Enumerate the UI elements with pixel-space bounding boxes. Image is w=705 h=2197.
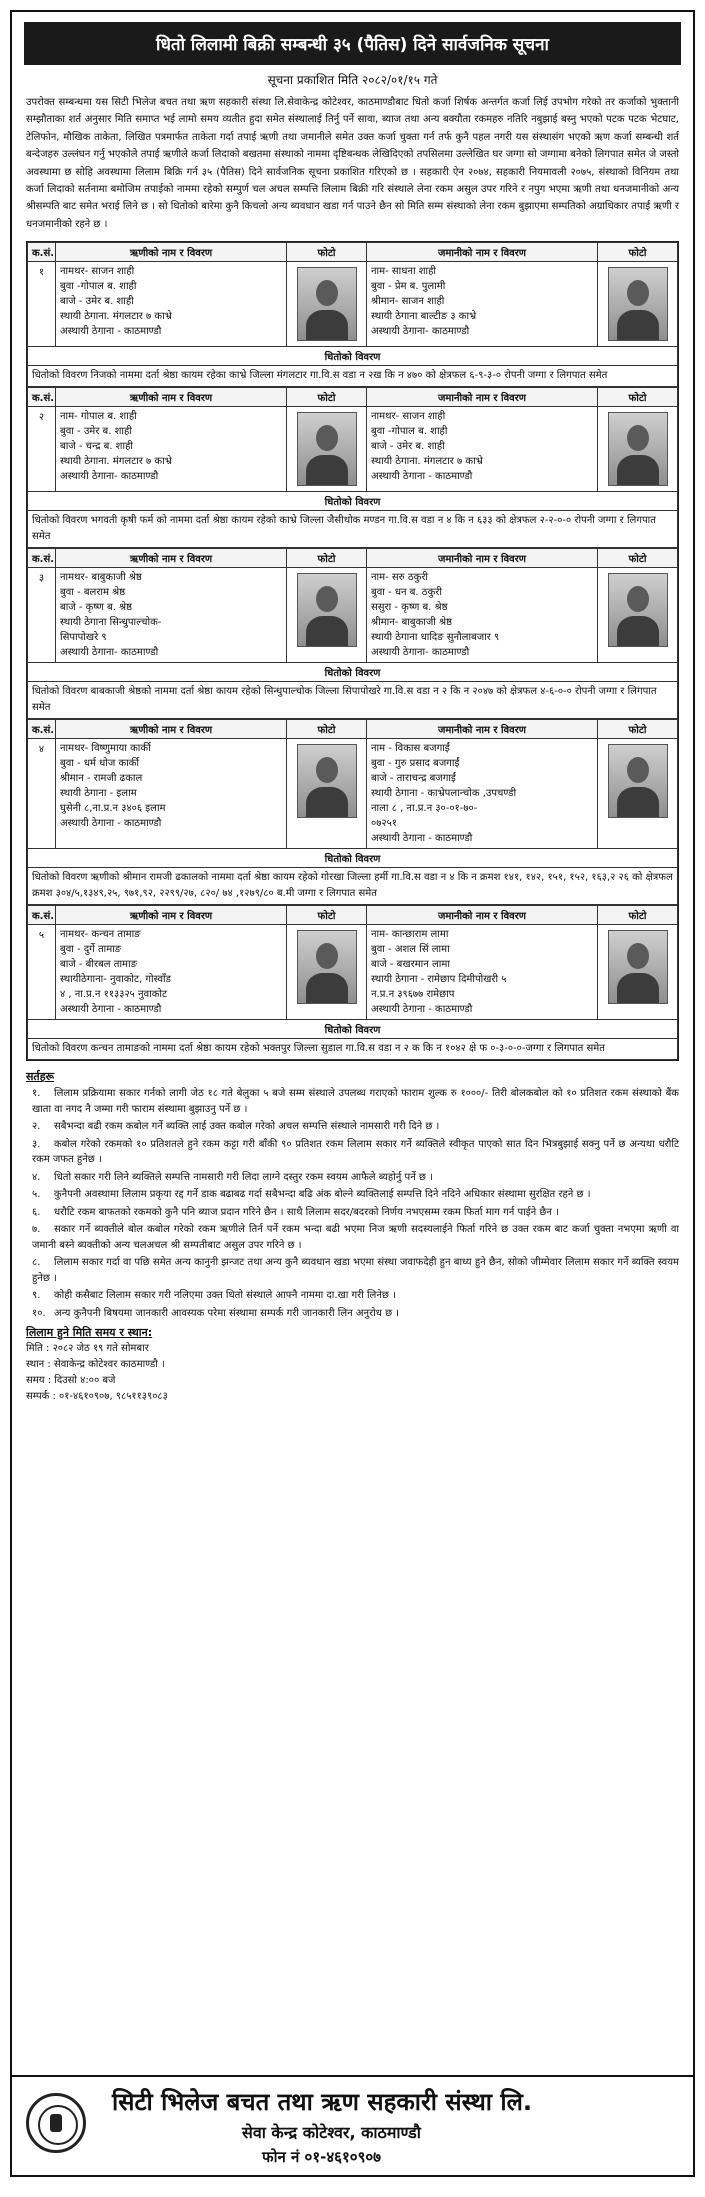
- borrower-details: [56, 407, 287, 492]
- borrower-line: नाम- गोपाल ब. शाही: [60, 411, 137, 423]
- term-text: लिलाम सकार गर्दा वा पछि समेत अन्य कानुनी झन्जट तथा अन्य कुनै ब्यवधान खडा भएमा संस्था जवाफदेही हुन बाध्य हुने छैन, सोको जीम्मेवार लिलाम सकार गर्ने ब्यक्ति स्वयम हुनेछ ।: [32, 1257, 679, 1284]
- intro-paragraph: उपरोक्त सम्बन्धमा यस सिटी भिलेज बचत तथा ऋण सहकारी संस्था लि.सेवाकेन्द्र कोटेश्वर, काठमाण्डौबाट धितो कर्जा शिर्षक अन्तर्गत कर्जा लिई उपभोग गरेको तर कर्जाको भुक्तानी सम्झौताका शर्त अनुसार मिति समाप्त भई लामो समय व्यतीत हुदा समेत संस्थालाई तिर्नु पर्ने सावा, ब्याज तथा अन्य बक्यौता रकमहरु नतिरि नबुझाई बस्नु भएको पटक पटक भेटघाट, टेलिफोन, मौखिक ताकेता, लिखित पत्रमार्फत ताकेता गर्दा तपाई ऋणी तथा जमानीले समेत उक्त कर्जा चुक्ता गर्न तर्फ कुनै पहल नगरी यस संस्थासंग भएको ऋण कर्जा सम्बन्धी शर्त बन्देजहरु उल्लंघन गर्नु भएकोले तपाई ऋणीले कर्जा लिदाको बखतमा संस्थाको नाममा दृष्टिबन्धक लेखिदिएको तपसिलमा उल्लेखित घर जग्गा सो जग्गामा बनेको लिगपात समेत जे जस्तो अवस्थामा छ सोहि अवस्थामा लिलाम बिक्रि गर्न ३५ (पैतिस) दिने सार्वजनिक सूचना प्रकाशित गरिएको छ । सहकारी ऐन २०७४, सहकारी नियमावली २०७५, संस्थाको विनियम तथा कर्जा लिदाको सर्तनामा बमोजिम तपाईको नाममा रहेको सम्पुर्ण चल अचल सम्पत्ति लिलाम बिक्री गरि संस्थाले लेना रकम असुल उपर गरिने र नपुग भएमा ऋणी तथा धनजमानीको अन्य श्रीसम्पति बाट समेत भराई लिने छ । सो धितोको बारेमा कुनै किचलो अन्य ब्यवधान खडा गर्न पाउने छैन सो मिति सम्म संस्थाको लेना रकम बुझाएमा सम्पतिको अग्राधिकार तपाई ऋणी र धनजमानीको रहने छ ।: [26, 97, 679, 230]
- guarantor-line: बुवा -गोपाल ब. शाही: [371, 426, 448, 438]
- guarantor-header: जमानीको नाम र विवरण: [367, 906, 598, 925]
- term-item: [32, 1255, 679, 1286]
- collateral-detail: धितोको विवरण निजको नाममा दर्ता श्रेष्ठा कायम रहेका काभ्रे जिल्ला मंगलटार गा.वि.स वडा न २ख कि न ४७० को क्षेत्रफल ६-९-३-० रोपनी जग्गा र लिगपात समेत: [28, 366, 678, 387]
- auction-info: [26, 1325, 679, 1405]
- org-phone: फोन नं ०१-४६१०९०७: [262, 2148, 381, 2166]
- case-table: [27, 905, 678, 1060]
- guarantor-line: नाम- सरु ठकुरी: [371, 572, 428, 584]
- guarantor-header: जमानीको नाम र विवरण: [367, 720, 598, 739]
- detail-row: [28, 868, 678, 905]
- case-row: [28, 262, 678, 347]
- photo-header: फोटो: [598, 906, 678, 925]
- detail-header: धितोको विवरण: [28, 347, 678, 366]
- guarantor-photo-cell: [598, 568, 678, 663]
- term-number: ७.: [32, 1224, 41, 1236]
- guarantor-photo-cell: [598, 262, 678, 347]
- case-header-row: [28, 388, 678, 407]
- footer: [12, 2075, 693, 2175]
- term-item: [32, 1119, 679, 1135]
- detail-header-row: [28, 1020, 678, 1039]
- guarantor-photo: [608, 573, 668, 647]
- case-header-row: [28, 243, 678, 262]
- borrower-header: ऋणीको नाम र विवरण: [56, 720, 287, 739]
- case-table: [27, 242, 678, 387]
- detail-header-row: [28, 492, 678, 511]
- guarantor-line: श्रीमान- साजन शाही: [371, 296, 445, 308]
- term-text: सबैभन्दा बढी रकम कबोल गर्ने ब्यक्ति लाई उक्त कबोल गरेको अचल सम्पत्ति संस्थाले नामसारी गरी दिने छ ।: [54, 1121, 440, 1133]
- borrower-line: बाजे - चन्द्र ब. शाही: [60, 441, 133, 453]
- collateral-detail: धितोको विवरण भगवती कृषी फर्म को नाममा दर्ता श्रेष्ठा कायम रहेको काभ्रे जिल्ला जैसीथोक मण्डन गा.वि.स वडा न ४ कि न ६३३ को क्षेत्रफल २-२-०-० रोपनी जग्गा र लिगपात समेत: [28, 511, 678, 548]
- term-item: [32, 1187, 679, 1203]
- publish-date: सूचना प्रकाशित मिति २०८२/०१/१५ गते: [267, 73, 438, 87]
- photo-header: फोटो: [598, 549, 678, 568]
- borrower-header: ऋणीको नाम र विवरण: [56, 906, 287, 925]
- borrower-details: [56, 739, 287, 849]
- guarantor-photo: [608, 930, 668, 1004]
- borrower-line: बाजे - कृष्ण ब. श्रेष्ठ: [60, 602, 133, 614]
- term-number: ५.: [32, 1189, 41, 1201]
- borrower-header: ऋणीको नाम र विवरण: [56, 549, 287, 568]
- case-row: [28, 568, 678, 663]
- borrower-photo-cell: [287, 407, 367, 492]
- term-item: [32, 1170, 679, 1186]
- term-text: लिलाम प्रक्रियामा सकार गर्नको लागी जेठ १८ गते बेलुका ५ बजे सम्म संस्थाले उपलब्ध गराएको फाराम शुल्क रु १०००/- तिरी बोलकबोल को १० प्रतिशत रकम संस्थाको बैंक खाता वा नगद नै जम्मा गरी फाराम संस्थामा बुझाउनु पर्ने छ ।: [32, 1088, 679, 1115]
- detail-row: [28, 682, 678, 719]
- term-text: सकार गर्ने ब्यक्तीले बोल कबोल गरेको रकम ऋणीले तिर्न पर्ने रकम भन्दा बढी भएमा निज ऋणी सदस्यलाईने फिर्ता गरिने छ उक्त रकम बाट कर्जा चुक्ता नभएमा ऋणी वा जमानी बस्ने ब्यक्तीको अन्य चलअचल श्री सम्पतीबाट असुल उपर गरिने छ ।: [32, 1224, 679, 1251]
- auction-place: स्थान : सेवाकेन्द्र कोटेश्वर काठमाण्डौ ।: [26, 1359, 165, 1371]
- guarantor-photo-cell: [598, 925, 678, 1020]
- guarantor-line: बुवा - अशल सिं लामा: [371, 944, 450, 956]
- case-header-row: [28, 549, 678, 568]
- term-number: ६.: [32, 1206, 41, 1218]
- borrower-line: स्थायीठेगाना- नुवाकोट, गोस्वाँड: [60, 974, 171, 986]
- guarantor-details: [367, 568, 598, 663]
- case-table: [27, 548, 678, 719]
- auction-info-title: लिलाम हुने मिति समय र स्थान:: [26, 1326, 153, 1340]
- borrower-photo: [297, 930, 357, 1004]
- borrower-line: बुवा -गोपाल ब. शाही: [60, 281, 137, 293]
- detail-header: धितोको विवरण: [28, 1020, 678, 1039]
- guarantor-photo: [608, 267, 668, 341]
- borrower-line: नामथर- बाबुकाजी श्रेष्ठ: [60, 572, 142, 584]
- borrower-line: नामथर- कन्चन तामाङ: [60, 929, 141, 941]
- photo-header: फोटो: [287, 243, 367, 262]
- auction-time: समय : दिउसो ४:०० बजे: [26, 1375, 116, 1387]
- case-table: [27, 387, 678, 548]
- sn-header: क.सं.: [28, 549, 56, 568]
- borrower-line: अस्थायी ठेगाना - काठमाण्डौ: [60, 326, 162, 338]
- detail-header-row: [28, 347, 678, 366]
- guarantor-line: अस्थायी ठेगाना - काठमाण्डौ: [371, 1004, 473, 1016]
- borrower-photo: [297, 744, 357, 818]
- borrower-photo-cell: [287, 262, 367, 347]
- case-number: १: [28, 262, 56, 347]
- auction-date: मिति : २०८२ जेठ १९ गते सोमबार: [26, 1343, 149, 1355]
- borrower-line: स्थायी ठेगाना सिन्धुपाल्चोक-: [60, 617, 162, 629]
- borrower-line: स्थायी ठेगाना - इलाम: [60, 788, 137, 800]
- guarantor-line: बाजे - बखरमान लामा: [371, 959, 450, 971]
- detail-header-row: [28, 849, 678, 868]
- cooperative-logo-icon: [26, 2093, 86, 2153]
- guarantor-line: स्थायी ठेगाना - काभ्रेपलान्चोक ,उपचण्डी: [371, 788, 517, 800]
- borrower-header: ऋणीको नाम र विवरण: [56, 243, 287, 262]
- detail-header-row: [28, 663, 678, 682]
- borrower-photo-cell: [287, 925, 367, 1020]
- borrower-details: [56, 568, 287, 663]
- photo-header: फोटो: [287, 549, 367, 568]
- borrower-line: अस्थायी ठेगाना - काठमाण्डौ: [60, 1004, 162, 1016]
- photo-header: फोटो: [287, 720, 367, 739]
- guarantor-line: नाम - विकास बजगाईं: [371, 743, 450, 755]
- borrower-line: श्रीमान - रामजी ढकाल: [60, 773, 143, 785]
- term-number: ९.: [32, 1290, 41, 1302]
- guarantor-line: न.प्र.न ३९६७७ रामेछाप: [371, 989, 455, 1001]
- guarantor-line: बाजे - उमेर ब. शाही: [371, 441, 445, 453]
- photo-header: फोटो: [598, 720, 678, 739]
- photo-header: फोटो: [287, 906, 367, 925]
- term-item: [32, 1288, 679, 1304]
- term-item: [32, 1086, 679, 1117]
- case-header-row: [28, 720, 678, 739]
- guarantor-line: बुवा - गुरु प्रसाद बजगाईं: [371, 758, 460, 770]
- borrower-line: बाजे - बीरबल तामाङ: [60, 959, 137, 971]
- guarantor-details: [367, 262, 598, 347]
- term-item: [32, 1222, 679, 1253]
- sn-header: क.सं.: [28, 906, 56, 925]
- detail-row: [28, 366, 678, 387]
- guarantor-line: अस्थायी ठेगाना- काठमाण्डौ: [371, 326, 470, 338]
- guarantor-details: [367, 407, 598, 492]
- notice-title: धितो लिलामी बिक्री सम्बन्धी ३५ (पैतिस) दिने सार्वजनिक सूचना: [24, 22, 681, 65]
- guarantor-photo: [608, 744, 668, 818]
- guarantor-photo-cell: [598, 739, 678, 849]
- guarantor-line: स्थायी ठेगाना - रामेछाप दिमीपोखरी ५: [371, 974, 507, 986]
- guarantor-line: बुवा - धन ब. ठकुरी: [371, 587, 442, 599]
- borrower-line: बुवा - धर्म धोज कार्की: [60, 758, 140, 770]
- guarantor-photo: [608, 412, 668, 486]
- term-text: धरौटि रकम बाफतको रकमको कुनै पनि ब्याज प्रदान गरिने छैन । साथै लिलाम सदर/बदरको निर्णय नभएसम्म रकम फिर्ता माग गर्न पाईने छैन ।: [54, 1206, 559, 1218]
- case-header-row: [28, 906, 678, 925]
- collateral-detail: धितोको विवरण बाबकाजी श्रेष्ठको नाममा दर्ता श्रेष्ठा कायम रहेको सिन्धुपाल्चोक जिल्ला सिपापोखरे गा.वि.स वडा न २ कि न २०४७ को क्षेत्रफल ४-६-०-० रोपनी जग्गा र लिगपात समेत: [28, 682, 678, 719]
- guarantor-line: नाम- साधना शाही: [371, 266, 437, 278]
- borrower-photo: [297, 412, 357, 486]
- term-number: १०.: [32, 1307, 46, 1319]
- case-table: [27, 719, 678, 905]
- borrower-photo-cell: [287, 739, 367, 849]
- case-number: ३: [28, 568, 56, 663]
- borrower-line: घुसेनी ८,ना.प्र.न ३४०६ इलाम: [60, 803, 166, 815]
- photo-header: फोटो: [598, 388, 678, 407]
- borrower-line: स्थायी ठेगाना. मंगलटार ७ काभ्रे: [60, 311, 172, 323]
- detail-row: [28, 1039, 678, 1060]
- term-item: [32, 1306, 679, 1322]
- case-row: [28, 925, 678, 1020]
- term-number: ३.: [32, 1138, 41, 1150]
- guarantor-line: अस्थायी ठेगाना - काठमाण्डौ: [371, 471, 473, 483]
- borrower-header: ऋणीको नाम र विवरण: [56, 388, 287, 407]
- guarantor-details: [367, 925, 598, 1020]
- case-number: २: [28, 407, 56, 492]
- guarantor-line: बाजे - ताराचन्द्र बजगाईं: [371, 773, 456, 785]
- borrower-line: नामथर- साजन शाही: [60, 266, 135, 278]
- guarantor-line: अस्थायी ठेगाना- काठमाण्डौ: [371, 647, 470, 659]
- photo-header: फोटो: [598, 243, 678, 262]
- term-text: धितो सकार गरी लिने ब्यक्तिले सम्पत्ति नामसारी गरी लिदा लाग्ने दस्तुर रकम स्वयम आफैले ब्यहोर्नु पर्ने छ ।: [54, 1171, 433, 1183]
- term-number: ८.: [32, 1257, 41, 1269]
- borrower-line: बुवा - उमेर ब. शाही: [60, 426, 132, 438]
- borrower-line: स्थायी ठेगाना. मंगलटार ७ काभ्रे: [60, 456, 172, 468]
- guarantor-line: ०७२५१: [371, 818, 397, 830]
- term-text: कोही कसैबाट लिलाम सकार गरी नलिएमा उक्त धितो संस्थाले आफ्नै नाममा दा.खा गरी लिनेछ ।: [54, 1290, 396, 1302]
- org-name: सिटी भिलेज बचत तथा ऋण सहकारी संस्था लि.: [112, 2088, 532, 2116]
- borrower-line: अस्थायी ठेगाना- काठमाण्डौ: [60, 647, 159, 659]
- guarantor-line: स्थायी ठेगाना बाल्टीङ ३ काभ्रे: [371, 311, 477, 323]
- cases-table: [26, 241, 679, 1061]
- term-item: [32, 1205, 679, 1221]
- auction-contact: सम्पर्क : ०१-४६१०९०७, ९८५११३९०८३: [26, 1391, 168, 1403]
- term-text: अन्य कुनैपनी बिषयमा जानकारी आवस्यक परेमा संस्थामा सम्पर्क गरी जानकारी लिन अनुरोध छ ।: [54, 1307, 400, 1319]
- guarantor-line: ससुरा - कृष्ण ब. श्रेष्ठ: [371, 602, 448, 614]
- borrower-line: बुवा - बलराम श्रेष्ठ: [60, 587, 126, 599]
- term-text: कबोल गरेको रकमको १० प्रतिशतले हुने रकम कट्टा गरी बाँकी ९० प्रतिशत रकम लिलाम सकार गर्ने ब्यक्तिले स्वीकृत पाएको सात दिन भित्रबुझाई सक्नु पर्ने छ अन्यथा धरौटि रकम जफत हुनेछ ।: [32, 1138, 679, 1166]
- term-number: २.: [32, 1121, 41, 1133]
- terms-section: [26, 1069, 679, 1321]
- borrower-line: ४ , ना.प्र.न ११३३२५ नुवाकोट: [60, 989, 168, 1001]
- borrower-line: सिपापोखरे ९: [60, 632, 107, 644]
- detail-row: [28, 511, 678, 548]
- guarantor-line: नामथर- साजन शाही: [371, 411, 446, 423]
- borrower-details: [56, 262, 287, 347]
- borrower-photo-cell: [287, 568, 367, 663]
- borrower-photo: [297, 267, 357, 341]
- guarantor-header: जमानीको नाम र विवरण: [367, 388, 598, 407]
- term-text: कुनैपनी अवस्थामा लिलाम प्रकृया रद्द गर्ने डाक बढाबढ गर्दा सबैभन्दा बढि अंक बोल्ने ब्यक्तिलाई सम्पत्ति दिने नदिने अधिकार संस्थामा सुरक्षित रहने छ ।: [54, 1189, 591, 1201]
- case-row: [28, 739, 678, 849]
- guarantor-header: जमानीको नाम र विवरण: [367, 243, 598, 262]
- borrower-line: बाजे - उमेर ब. शाही: [60, 296, 134, 308]
- case-row: [28, 407, 678, 492]
- collateral-detail: धितोको विवरण ऋणीको श्रीमान रामजी ढकालको नाममा दर्ता श्रेष्ठा कायम रहेको गोरखा जिल्ला हर्मी गा.वि.स वडा न ४ कि न क्रमश १४१, १४२, १५१, १५२, १६३,२ २६ को क्षेत्रफल क्रमश ३०४/५,१३४९,२५, ९७१,९२, २२९९/२७, ८२०/ ७४ ,१२७९/८० ब.मी जग्गा र लिगपात समेत: [28, 868, 678, 905]
- detail-header: धितोको विवरण: [28, 663, 678, 682]
- borrower-photo: [297, 573, 357, 647]
- terms-list: [26, 1086, 679, 1321]
- term-item: [32, 1137, 679, 1168]
- borrower-line: अस्थायी ठेगाना - काठमाण्डौ: [60, 818, 162, 830]
- guarantor-photo-cell: [598, 407, 678, 492]
- notice-page: [10, 10, 695, 2177]
- case-number: ४: [28, 739, 56, 849]
- detail-header: धितोको विवरण: [28, 849, 678, 868]
- borrower-details: [56, 925, 287, 1020]
- detail-header: धितोको विवरण: [28, 492, 678, 511]
- case-number: ५: [28, 925, 56, 1020]
- guarantor-line: अस्थायी ठेगाना - काठमाण्डौ: [371, 833, 473, 845]
- borrower-line: अस्थायी ठेगाना- काठमाण्डौ: [60, 471, 159, 483]
- guarantor-details: [367, 739, 598, 849]
- guarantor-header: जमानीको नाम र विवरण: [367, 549, 598, 568]
- photo-header: फोटो: [287, 388, 367, 407]
- org-branch: सेवा केन्द्र कोटेश्वर, काठमाण्डौ: [242, 2123, 421, 2142]
- guarantor-line: नाला ८ , ना.प्र.न ३०-०१-७०-: [371, 803, 478, 815]
- borrower-line: बुवा - दुर्गे तामाङ: [60, 944, 122, 956]
- guarantor-line: बुवा - प्रेम ब. पुलामी: [371, 281, 446, 293]
- terms-title: सर्तहरू: [26, 1070, 55, 1084]
- guarantor-line: नाम- कान्छाराम लामा: [371, 929, 449, 941]
- borrower-line: नामथर- विष्णुमाया कार्की: [60, 743, 151, 755]
- guarantor-line: स्थायी ठेगाना. मंगलटार ७ काभ्रे: [371, 456, 483, 468]
- collateral-detail: धितोको विवरण कन्चन तामाङको नाममा दर्ता श्रेष्ठा कायम रहेको भक्तपुर जिल्ला सुडाल गा.वि.स वडा न २ क कि न १०४२ क्षे फ ०-३-०-०-जग्गा र लिगपात समेत: [28, 1039, 678, 1060]
- term-number: १.: [32, 1088, 41, 1100]
- sn-header: क.सं.: [28, 243, 56, 262]
- guarantor-line: श्रीमान- बाबुकाजी श्रेष्ठ: [371, 617, 453, 629]
- sn-header: क.सं.: [28, 388, 56, 407]
- sn-header: क.सं.: [28, 720, 56, 739]
- guarantor-line: स्थायी ठेगाना धादिङ सुनौलाबजार ९: [371, 632, 500, 644]
- term-number: ४.: [32, 1171, 41, 1183]
